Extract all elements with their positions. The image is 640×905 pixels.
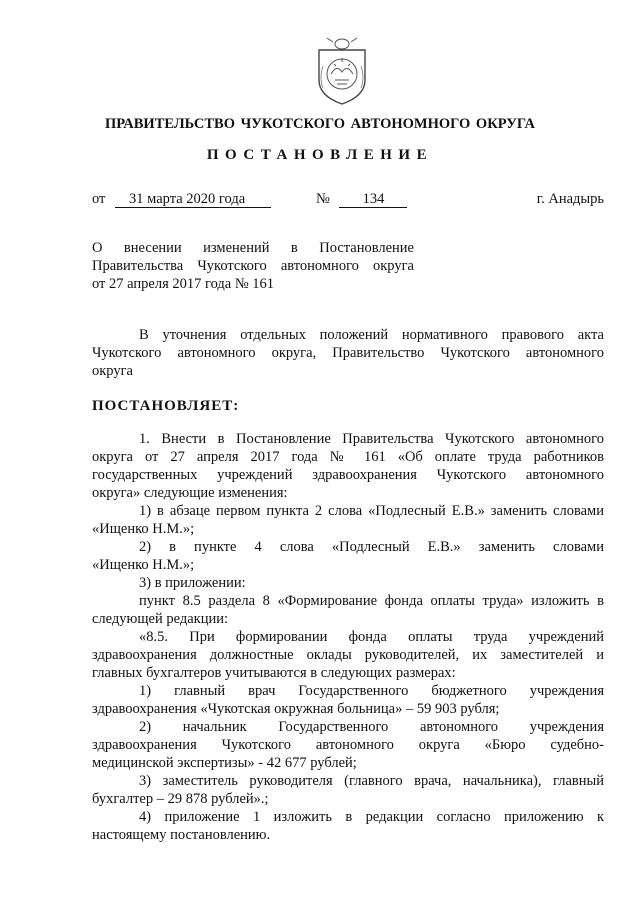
- document-date: 31 марта 2020 года: [115, 192, 271, 208]
- point-line: 1) в абзаце первом пункта 2 слова «Подлесный Е.В.» заменить словами: [139, 503, 604, 519]
- point-line: 3) заместитель руководителя (главного врача, начальника), главный: [139, 773, 604, 789]
- document-number: 134: [339, 192, 407, 208]
- number-line: [316, 191, 407, 208]
- government-title: ПРАВИТЕЛЬСТВО ЧУКОТСКОГО АВТОНОМНОГО ОКРУГА: [105, 116, 535, 132]
- point-line: здравоохранения Чукотского автономного округа «Бюро судебно-: [92, 737, 604, 753]
- document-subject: [92, 239, 414, 293]
- point-line: «Ищенко Н.М.»;: [92, 521, 195, 537]
- point-line: округа от 27 апреля 2017 года № 161 «Об оплате труда работников: [92, 449, 604, 465]
- point-line: 4) приложение 1 изложить в редакции согласно приложению к: [139, 809, 604, 825]
- point-line: 1. Внести в Постановление Правительства Чукотского автономного: [139, 431, 604, 447]
- point-line: бухгалтер – 29 878 рублей».;: [92, 791, 269, 807]
- point-line: следующей редакции:: [92, 611, 229, 627]
- number-label: №: [316, 191, 330, 207]
- coat-of-arms-icon: [307, 28, 377, 108]
- point-line: государственных учреждений здравоохранения Чукотского автономного: [92, 467, 604, 483]
- subject-line: от 27 апреля 2017 года № 161: [92, 276, 275, 292]
- resolution-points: [92, 430, 604, 844]
- subject-line: Правительства Чукотского автономного округа: [92, 258, 414, 274]
- point-line: здравоохранения должностные оклады руководителей, их заместителей и: [92, 647, 604, 663]
- document-type: ПОСТАНОВЛЕНИЕ: [206, 147, 434, 163]
- point-line: здравоохранения «Чукотская окружная больница» – 59 903 рубля;: [92, 701, 500, 717]
- point-line: настоящему постановлению.: [92, 827, 271, 843]
- date-line: [92, 191, 271, 208]
- point-line: пункт 8.5 раздела 8 «Формирование фонда оплаты труда» изложить в: [139, 593, 604, 609]
- date-label: от: [92, 191, 106, 207]
- point-line: «8.5. При формировании фонда оплаты труда учреждений: [139, 629, 604, 645]
- preamble-line: В уточнения отдельных положений нормативного правового акта: [139, 327, 604, 343]
- point-line: округа» следующие изменения:: [92, 485, 288, 501]
- point-line: медицинской экспертизы» - 42 677 рублей;: [92, 755, 357, 771]
- subject-line: О внесении изменений в Постановление: [92, 240, 414, 256]
- point-line: 3) в приложении:: [139, 575, 246, 591]
- preamble: [92, 326, 604, 380]
- document-place: г. Анадырь: [536, 191, 604, 207]
- point-line: «Ищенко Н.М.»;: [92, 557, 195, 573]
- preamble-line: Чукотского автономного округа, Правительство Чукотского автономного: [92, 345, 604, 361]
- resolve-heading: ПОСТАНОВЛЯЕТ:: [92, 398, 240, 414]
- preamble-line: округа: [92, 363, 133, 379]
- point-line: 2) начальник Государственного автономного учреждения: [139, 719, 604, 735]
- point-line: 2) в пункте 4 слова «Подлесный Е.В.» заменить словами: [139, 539, 604, 555]
- point-line: главных бухгалтеров учитываются в следующих размерах:: [92, 665, 456, 681]
- point-line: 1) главный врач Государственного бюджетного учреждения: [139, 683, 604, 699]
